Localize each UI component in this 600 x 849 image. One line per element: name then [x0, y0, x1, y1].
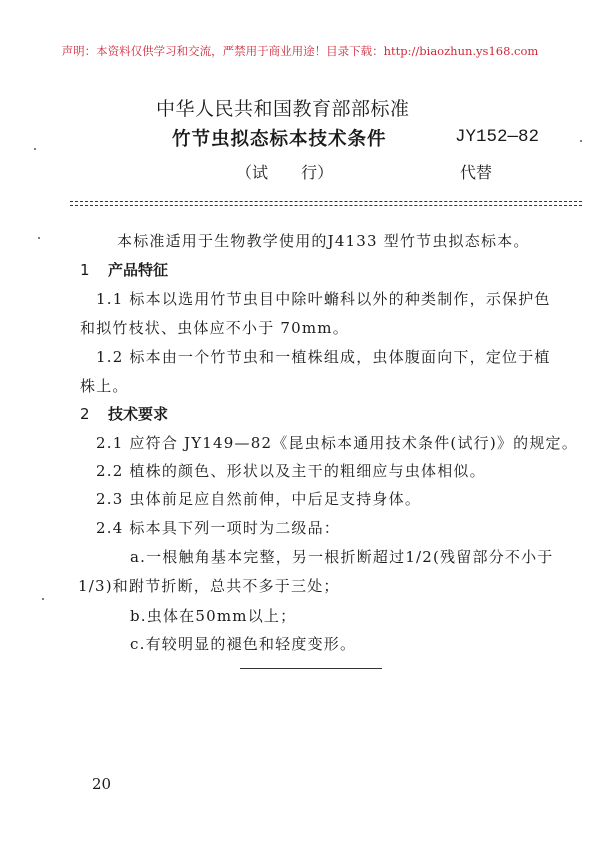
item-a: a.一根触角基本完整，另一根折断超过1/2(残留部分不小于 [130, 548, 554, 566]
document-title: 竹节虫拟态标本技术条件 [172, 129, 387, 150]
standard-code: JY152—82 [455, 127, 540, 147]
section-heading-2 [80, 403, 168, 424]
section-heading-1 [80, 259, 168, 280]
scan-speck [42, 598, 44, 600]
section-title: 产品特征 [108, 261, 169, 279]
clause-1-2: 1.2 标本由一个竹节虫和一植株组成，虫体腹面向下，定位于植 [96, 348, 551, 366]
copyright-notice: 声明：本资料仅供学习和交流，严禁用于商业用途！目录下载：http://biaozhun.ys168.com [61, 44, 539, 58]
clause-1-2-cont: 株上。 [80, 377, 129, 395]
scan-speck [580, 140, 582, 142]
page-number: 20 [92, 775, 112, 793]
scan-speck [34, 148, 36, 150]
clause-1-1: 1.1 标本以选用竹节虫目中除叶䗛科以外的种类制作，示保护色 [96, 290, 551, 308]
clause-2-4: 2.4 标本具下列一项时为二级品： [96, 519, 341, 537]
item-b: b.虫体在50mm以上； [130, 607, 297, 625]
clause-2-2: 2.2 植株的颜色、形状以及主干的粗细应与虫体相似。 [96, 462, 486, 480]
item-a-cont: 1/3)和跗节折断，总共不多于三处； [78, 577, 340, 595]
clause-1-1-cont: 和拟竹枝状、虫体应不小于 70mm。 [80, 319, 349, 337]
scan-speck [38, 237, 40, 239]
section-number: 2 [80, 405, 90, 423]
section-number: 1 [80, 261, 90, 279]
end-rule [240, 668, 382, 669]
issuer-heading: 中华人民共和国教育部部标准 [156, 98, 410, 120]
header-divider-bottom [70, 205, 582, 206]
section-title: 技术要求 [108, 405, 169, 423]
clause-2-3: 2.3 虫体前足应自然前伸，中后足支持身体。 [96, 490, 422, 508]
clause-2-1: 2.1 应符合 JY149—82《昆虫标本通用技术条件(试行)》的规定。 [96, 434, 578, 452]
intro-paragraph: 本标准适用于生物教学使用的J4133 型竹节虫拟态标本。 [117, 232, 530, 250]
header-divider-top [70, 201, 582, 202]
trial-status: （试 行） [236, 163, 334, 182]
replaces-label: 代替 [460, 163, 493, 182]
item-c: c.有较明显的褪色和轻度变形。 [130, 635, 357, 653]
